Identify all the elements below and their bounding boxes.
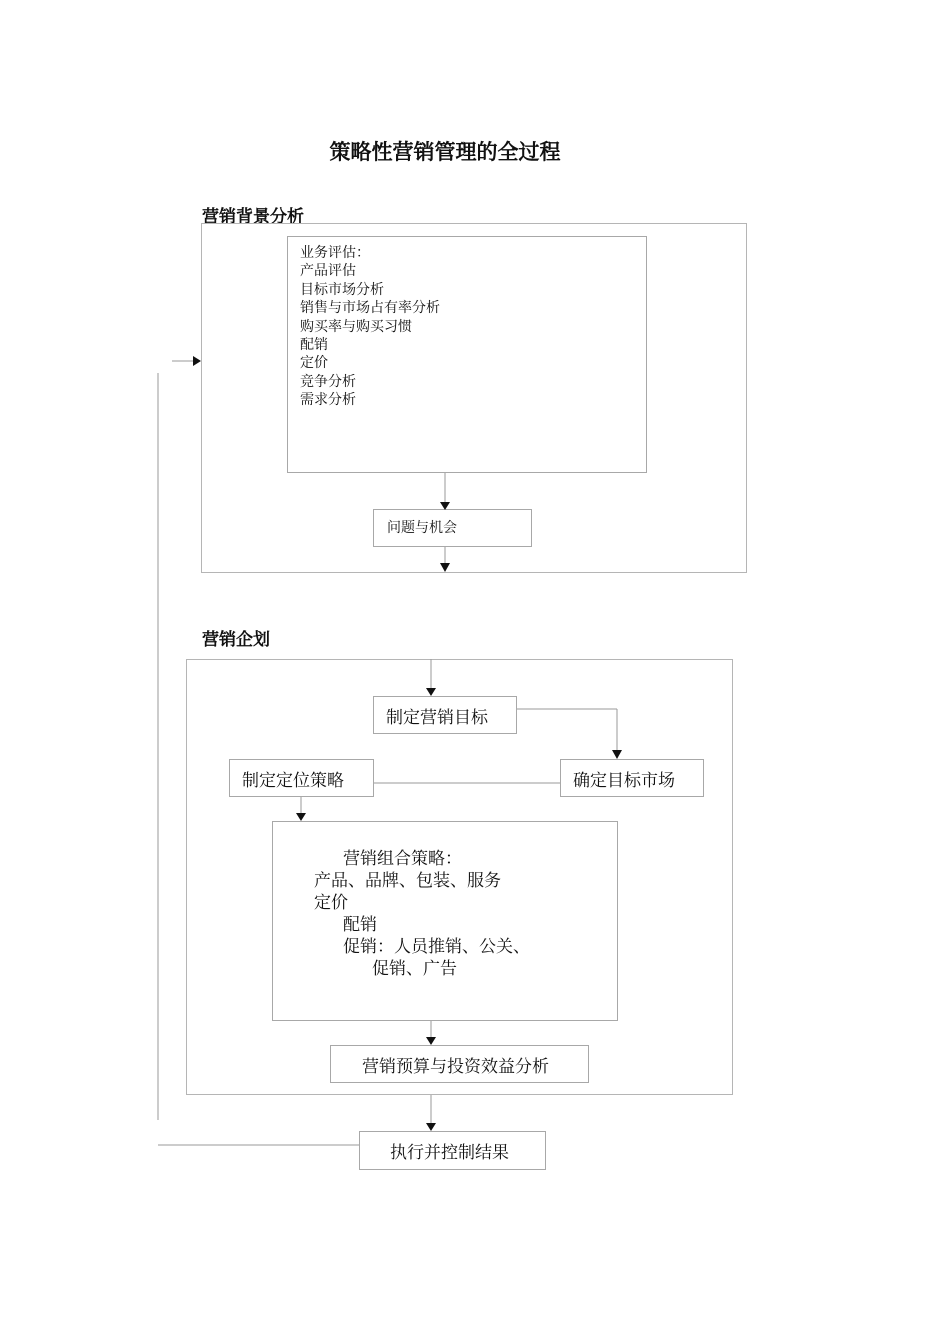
arrowhead-goal (426, 688, 436, 696)
arrowhead-target-market (612, 750, 622, 759)
analysis-item: 产品评估 (300, 263, 356, 280)
analysis-item: 业务评估： (300, 245, 370, 261)
budget-label: 营销预算与投资效益分析 (362, 1056, 549, 1077)
section-heading-marketing-planning: 营销企划 (202, 630, 270, 650)
marketing-mix-line: 产品、品牌、包装、服务 (314, 871, 501, 891)
arrowhead-section1-out (440, 563, 450, 572)
marketing-mix-line: 配销 (343, 915, 377, 935)
marketing-mix-line: 营销组合策略： (343, 849, 462, 869)
target-market-label: 确定目标市场 (573, 770, 675, 791)
analysis-item: 目标市场分析 (300, 281, 384, 298)
analysis-item: 竞争分析 (300, 373, 356, 390)
analysis-item: 销售与市场占有率分析 (300, 300, 440, 317)
analysis-item: 配销 (300, 337, 328, 354)
marketing-mix-line: 促销、广告 (372, 959, 457, 979)
positioning-label: 制定定位策略 (242, 770, 344, 791)
analysis-item: 定价 (300, 355, 328, 372)
marketing-mix-line: 定价 (314, 893, 348, 913)
arrowhead-execute (426, 1123, 436, 1131)
execute-label: 执行并控制结果 (390, 1143, 509, 1163)
set-goal-label: 制定营销目标 (386, 707, 488, 728)
analysis-item: 需求分析 (300, 392, 356, 409)
arrowhead-feedback (193, 356, 201, 366)
problems-opportunities-label: 问题与机会 (387, 519, 457, 536)
analysis-item: 购买率与购买习惯 (300, 318, 412, 335)
arrowhead-budget (426, 1037, 436, 1045)
arrowhead-problems (440, 502, 450, 510)
arrowhead-mix (296, 813, 306, 821)
page-title: 策略性营销管理的全过程 (329, 140, 561, 164)
marketing-mix-line: 促销：人员推销、公关、 (343, 937, 530, 957)
section-heading-background-analysis: 营销背景分析 (202, 207, 304, 227)
